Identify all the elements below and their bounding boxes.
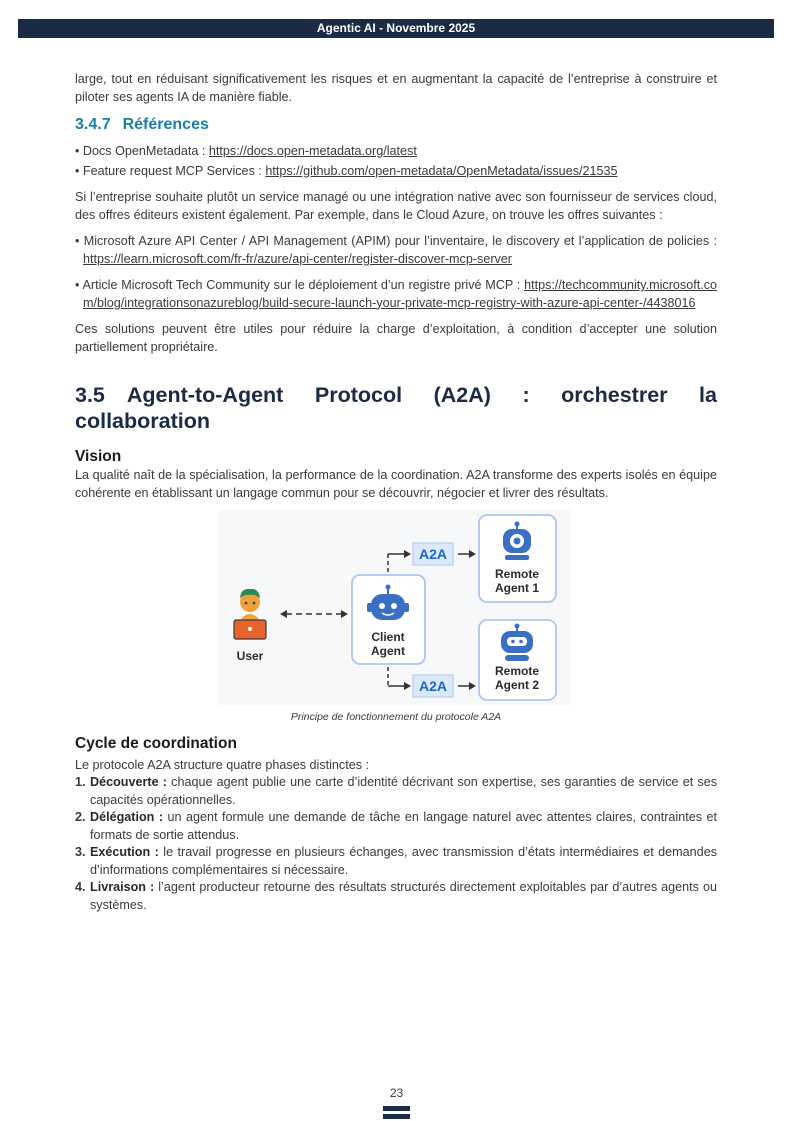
- phase-number: 2.: [75, 810, 86, 824]
- phase-term: Découverte :: [90, 775, 167, 789]
- reference-link-openmetadata-docs[interactable]: https://docs.open-metadata.org/latest: [208, 144, 417, 158]
- phase-item-discovery: [75, 774, 717, 809]
- remote1-label-line1: Remote: [494, 567, 540, 581]
- section-number: 3.5: [75, 383, 105, 407]
- vision-heading: Vision: [75, 448, 122, 465]
- remote2-label-line1: Remote: [494, 664, 540, 678]
- phase-item-delegation: [75, 809, 717, 844]
- closing-paragraph: Ces solutions peuvent être utiles pour réduire la charge d’exploitation, à condition d’accepter une solution partiellement propriétaire.: [75, 322, 717, 354]
- references-title: Références: [122, 116, 209, 133]
- cycle-heading: Cycle de coordination: [75, 734, 237, 752]
- phase-term: Exécution :: [90, 845, 159, 859]
- phase-number: 3.: [75, 845, 86, 859]
- managed-service-paragraph: Si l’entreprise souhaite plutôt un service managé ou une intégration native avec son fournisseur de services cloud, des offres éditeurs existent également. Par exemple, dans le Cloud Azure, on trouve les offres suivantes :: [75, 190, 717, 222]
- reference-item: [75, 163, 717, 181]
- a2a-label-bottom: A2A: [418, 678, 448, 694]
- phase-number: 4.: [75, 880, 86, 894]
- azure-item: [75, 233, 717, 268]
- section-title: Agent-to-Agent Protocol (A2A) : orchestrer la collaboration: [75, 383, 717, 433]
- reference-item: [75, 143, 717, 161]
- phase-term: Livraison :: [90, 880, 155, 894]
- figure-caption: Principe de fonctionnement du protocole A2A: [290, 711, 502, 723]
- phase-text: le travail progresse en plusieurs échanges, avec transmission d’états intermédiaires et demandes d’informations complémentaires si nécessaire.: [90, 845, 717, 877]
- page-number: 23: [389, 1086, 404, 1100]
- phase-list: [75, 774, 717, 914]
- reference-label: • Docs OpenMetadata :: [75, 144, 209, 158]
- remote2-label-line2: Agent 2: [494, 678, 540, 692]
- azure-item: [75, 277, 717, 312]
- client-label-line1: Client: [371, 630, 405, 644]
- a2a-diagram-svg: [219, 510, 571, 705]
- azure-item-label: • Article Microsoft Tech Community sur le déploiement d’un registre privé MCP :: [75, 278, 525, 292]
- a2a-diagram: [219, 510, 571, 705]
- page-footer-mark: [383, 1106, 410, 1121]
- client-label-line2: Agent: [371, 644, 405, 658]
- phase-number: 1.: [75, 775, 86, 789]
- phase-text: chaque agent publie une carte d’identité décrivant son expertise, ses garanties de service et ses capacités opérationnelles.: [90, 775, 717, 807]
- references-number: 3.4.7: [75, 116, 111, 133]
- intro-paragraph: large, tout en réduisant significativement les risques et en augmentant la capacité de l’entreprise à construire et piloter ses agents IA de manière fiable.: [75, 72, 717, 104]
- azure-item-label: • Microsoft Azure API Center / API Management (APIM) pour l’inventaire, le discovery et l’application de policies :: [75, 234, 717, 248]
- user-label: User: [236, 649, 264, 663]
- page-header: Agentic AI - Novembre 2025: [18, 19, 774, 38]
- phase-item-delivery: [75, 879, 717, 914]
- azure-api-center-link[interactable]: https://learn.microsoft.com/fr-fr/azure/api-center/register-discover-mcp-server: [83, 251, 513, 266]
- vision-paragraph: La qualité naît de la spécialisation, la performance de la coordination. A2A transforme des experts isolés en équipe cohérente en établissant un langage commun pour se découvrir, négocier et livrer des résultats.: [75, 468, 717, 500]
- cycle-intro: Le protocole A2A structure quatre phases distinctes :: [75, 757, 370, 772]
- reference-link-github-issue[interactable]: https://github.com/open-metadata/OpenMetadata/issues/21535: [265, 163, 618, 178]
- a2a-label-top: A2A: [418, 546, 448, 562]
- phase-text: l’agent producteur retourne des résultats structurés directement exploitables par d’autres agents ou systèmes.: [90, 880, 717, 912]
- phase-text: un agent formule une demande de tâche en langage naturel avec attentes claires, contraintes et formats de sortie attendus.: [90, 810, 717, 842]
- phase-term: Délégation :: [90, 810, 164, 824]
- page-content: [75, 71, 717, 914]
- remote1-label-line2: Agent 1: [494, 581, 540, 595]
- techcommunity-link[interactable]: https://techcommunity.microsoft.com/blog/integrationsonazureblog/build-secure-launch-your-private-mcp-registry-with-azure-api-center-/4438016: [83, 278, 717, 310]
- reference-label: • Feature request MCP Services :: [75, 163, 266, 178]
- phase-item-execution: [75, 844, 717, 879]
- section-heading: [75, 382, 717, 434]
- references-heading: [75, 115, 717, 135]
